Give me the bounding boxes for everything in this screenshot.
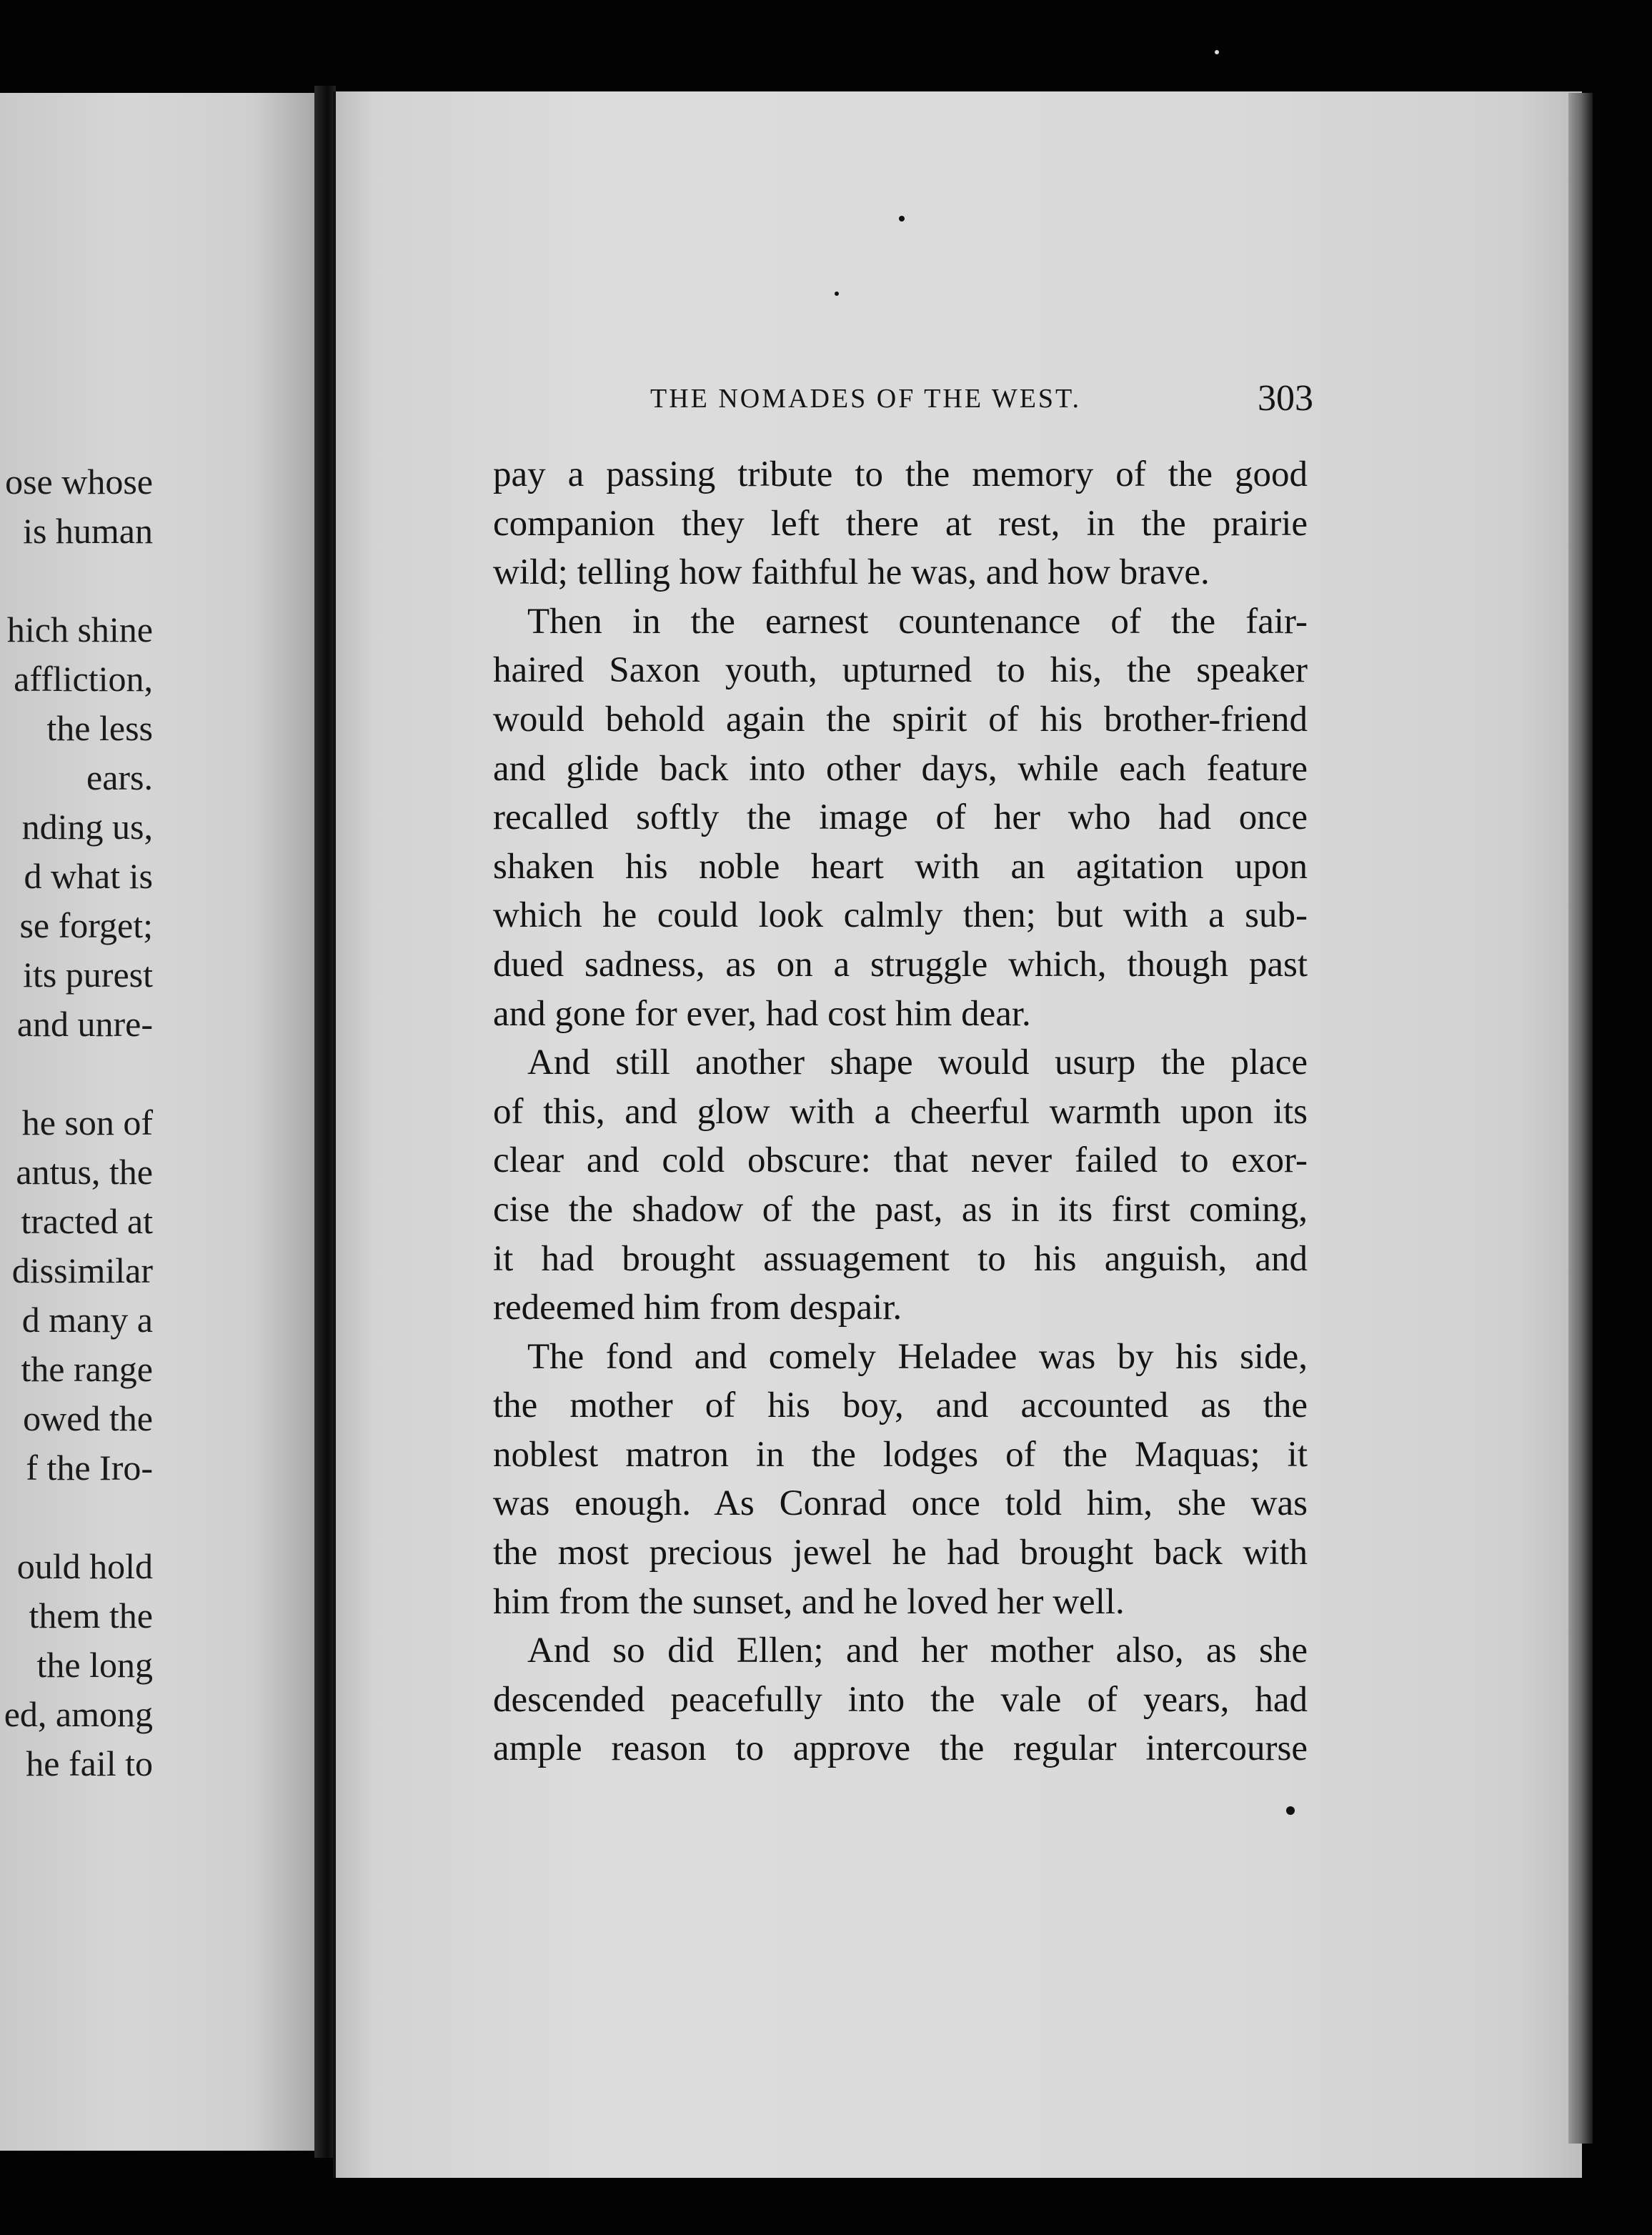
text-line: cise the shadow of the past, as in its first coming, [493,1189,1308,1230]
facing-line: and unre- [16,1004,153,1044]
text-line: dued sadness, as on a struggle which, though past [493,944,1308,985]
text-line: descended peacefully into the vale of years, had [493,1679,1308,1720]
facing-line: its purest [23,955,153,995]
running-title: THE NOMADES OF THE WEST. [650,384,1081,414]
facing-line: is human [23,511,153,551]
text-line: would behold again the spirit of his brother-friend [493,699,1308,740]
text-line: was enough. As Conrad once told him, she was [493,1483,1308,1524]
text-line: pay a passing tribute to the memory of the good [493,454,1308,494]
facing-line-blank [0,1049,153,1098]
text-line: it had brought assuagement to his anguish, and [493,1238,1308,1279]
facing-line: se forget; [19,905,153,945]
facing-line: he fail to [26,1743,153,1783]
facing-page-text [0,457,153,1788]
page-edge-shadow [1568,93,1593,2144]
facing-line: d many a [21,1300,153,1340]
text-line: The fond and comely Heladee was by his side, [527,1336,1308,1377]
facing-line: them the [29,1596,153,1636]
text-line: Then in the earnest countenance of the fair- [527,601,1308,642]
facing-line: tracted at [21,1201,153,1241]
facing-line: d what is [24,856,153,896]
facing-line: hich shine [6,609,153,649]
ink-speck [835,292,839,296]
ink-speck [1215,50,1219,54]
facing-line: ould hold [16,1546,153,1586]
text-line: ample reason to approve the regular intercourse [493,1728,1308,1769]
page-number: 303 [1258,378,1313,419]
text-line: haired Saxon youth, upturned to his, the speaker [493,650,1308,691]
text-line: wild; telling how faithful he was, and how brave. [493,552,1210,593]
facing-line: owed the [23,1398,153,1438]
text-line: noblest matron in the lodges of the Maquas; it [493,1434,1308,1475]
text-line: redeemed him from despair. [493,1288,902,1328]
text-line: of this, and glow with a cheerful warmth upon its [493,1091,1308,1132]
text-line: the mother of his boy, and accounted as the [493,1385,1308,1426]
facing-line: f the Iro- [26,1448,153,1488]
facing-line: dissimilar [11,1250,153,1290]
facing-line: ears. [86,757,153,797]
facing-line-blank [0,1493,153,1542]
text-line: And still another shape would usurp the place [527,1042,1308,1083]
text-line: And so did Ellen; and her mother also, as she [527,1631,1308,1671]
text-line: and glide back into other days, while each feature [493,748,1308,789]
page-body-text [493,450,1308,1773]
facing-line: the range [21,1349,153,1389]
text-line: shaken his noble heart with an agitation upon [493,846,1308,887]
text-line: recalled softly the image of her who had once [493,797,1308,838]
text-line: companion they left there at rest, in the prairie [493,503,1308,544]
facing-page-left [0,93,314,2151]
text-line: and gone for ever, had cost him dear. [493,993,1031,1034]
facing-line: antus, the [16,1152,153,1192]
facing-line: he son of [21,1102,153,1143]
facing-line: affliction, [14,659,153,699]
facing-line: ose whose [5,462,153,502]
facing-line: nding us, [21,807,153,847]
text-line: which he could look calmly then; but with a sub- [493,895,1308,936]
facing-line: ed, among [4,1694,153,1734]
text-line: him from the sunset, and he loved her well. [493,1581,1125,1622]
running-head [650,377,1313,420]
facing-line: the long [36,1645,153,1685]
text-line: the most precious jewel he had brought back with [493,1533,1308,1573]
ink-speck [1286,1806,1295,1815]
ink-speck [899,216,905,221]
facing-line: the less [46,708,153,748]
facing-line-blank [0,556,153,605]
text-line: clear and cold obscure: that never failed to exor- [493,1140,1308,1181]
